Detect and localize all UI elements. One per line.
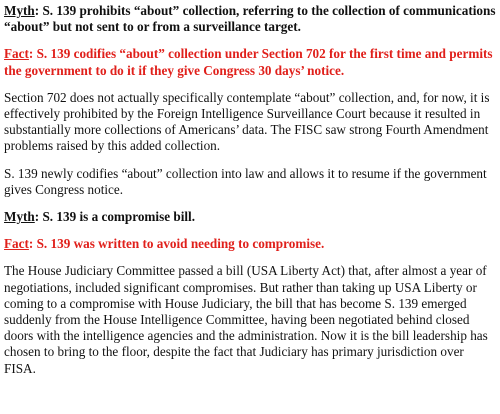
myth-label: Myth (4, 3, 35, 18)
fact-statement: : S. 139 codifies “about” collection under Section 702 for the first time and permits the government to do it if they give Congress 30 days’ notice. (4, 46, 493, 78)
fact-label: Fact (4, 46, 29, 62)
body-paragraph-1: Section 702 does not actually specifically contemplate “about” collection, and, for now, it is effectively prohibited by the Foreign Intelligence Surveillance Court because it resulted in substantially more collections of Americans’ data. The FISC saw strong Fourth Amendment problems raised by this added collection. (4, 89, 490, 154)
body-paragraph-2: S. 139 newly codifies “about” collection into law and allows it to resume if the government gives Congress notice. (4, 165, 487, 197)
fact-statement: : S. 139 was written to avoid needing to compromise. (28, 236, 325, 252)
myth-paragraph-1 (4, 3, 496, 35)
fact-paragraph-1 (4, 46, 496, 78)
myth-label: Myth (4, 209, 35, 225)
body-paragraph-3: The House Judiciary Committee passed a bill (USA Liberty Act) that, after almost a year of negotiations, included significant compromises. But rather than taking up USA Liberty or coming to a compromise with House Judiciary, the bill that has become S. 139 emerged suddenly from the House Intelligence Committee, having been negotiated behind closed doors with the intelligence agencies and the administration. Now it is the bill leadership has chosen to bring to the floor, despite the fact that Judiciary has primary jurisdiction over FISA. (4, 263, 488, 376)
fact-paragraph-2 (4, 236, 496, 252)
myth-paragraph-2 (4, 209, 496, 225)
myth-statement: : S. 139 is a compromise bill. (34, 209, 195, 225)
fact-label: Fact (4, 236, 29, 252)
myth-statement: : S. 139 prohibits “about” collection, referring to the collection of communications “about” but not sent to or from a surveillance target. (4, 3, 496, 35)
